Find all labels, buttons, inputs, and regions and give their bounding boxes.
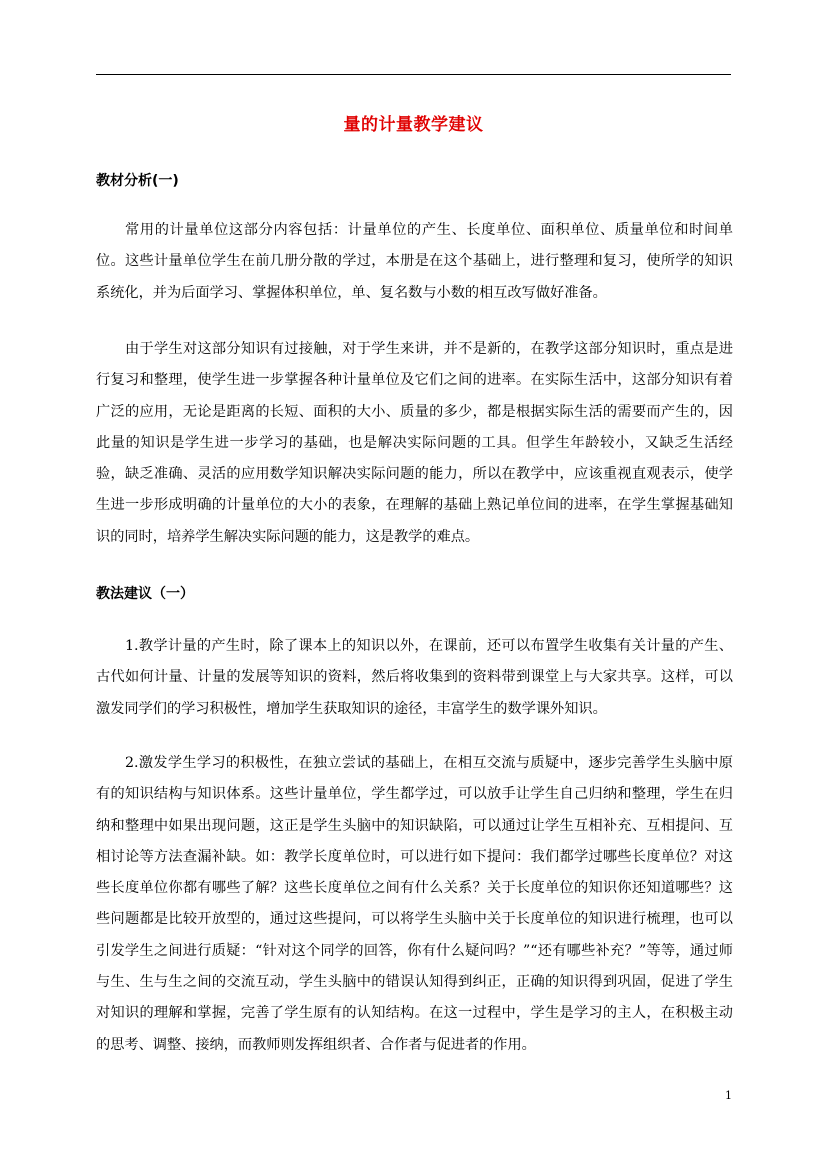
paragraph: 由于学生对这部分知识有过接触，对于学生来讲，并不是新的，在教学这部分知识时，重点是进行复习和整理，使学生进一步掌握各种计量单位及它们之间的进率。在实际生活中，这部分知识有着广泛的应用，无论是距离的长短、面积的大小、质量的多少，都是根据实际生活的需要而产生的，因此量的知识是学生进一步学习的基础，也是解决实际问题的工具。但学生年龄较小，又缺乏生活经验，缺乏准确、灵活的应用数学知识解决实际问题的能力，所以在教学中，应该重视直观表示，使学生进一步形成明确的计量单位的大小的表象，在理解的基础上熟记单位间的进率，在学生掌握基础知识的同时，培养学生解决实际问题的能力，这是教学的难点。: [96, 341, 733, 545]
paragraph: 1.教学计量的产生时，除了课本上的知识以外，在课前，还可以布置学生收集有关计量的产生、古代如何计量、计量的发展等知识的资料，然后将收集到的资料带到课堂上与大家共享。这样，可以激发同学们的学习积极性，增加学生获取知识的途径，丰富学生的数学课外知识。: [96, 638, 733, 717]
page-number: 1: [725, 1089, 732, 1102]
document-title: 量的计量教学建议: [343, 115, 484, 135]
section-heading-textbook-analysis: 教材分析(一): [96, 173, 179, 189]
header-rule: [96, 74, 731, 75]
paragraph: 2.激发学生学习的积极性，在独立尝试的基础上，在相互交流与质疑中，逐步完善学生头脑中原有的知识结构与知识体系。这些计量单位，学生都学过，可以放手让学生自己归纳和整理，学生在归纳和整理中如果出现问题，这正是学生头脑中的知识缺陷，可以通过让学生互相补充、互相提问、互相讨论等方法查漏补缺。如：教学长度单位时，可以进行如下提问：我们都学过哪些长度单位？对这些长度单位你都有哪些了解？这些长度单位之间有什么关系？关于长度单位的知识你还知道哪些？这些问题都是比较开放型的，通过这些提问，可以将学生头脑中关于长度单位的知识进行梳理，也可以引发学生之间进行质疑：“针对这个同学的回答，你有什么疑问吗？”“还有哪些补充？”等等，通过师与生、生与生之间的交流互动，学生头脑中的错误认知得到纠正，正确的知识得到巩固，促进了学生对知识的理解和掌握，完善了学生原有的认知结构。在这一过程中，学生是学习的主人，在积极主动的思考、调整、接纳，而教师则发挥组织者、合作者与促进者的作用。: [96, 755, 733, 1053]
section-heading-teaching-suggestions: 教法建议（一）: [96, 586, 194, 602]
paragraph: 常用的计量单位这部分内容包括：计量单位的产生、长度单位、面积单位、质量单位和时间单位。这些计量单位学生在前几册分散的学过，本册是在这个基础上，进行整理和复习，使所学的知识系统化，并为后面学习、掌握体积单位，单、复名数与小数的相互改写做好准备。: [96, 222, 733, 301]
